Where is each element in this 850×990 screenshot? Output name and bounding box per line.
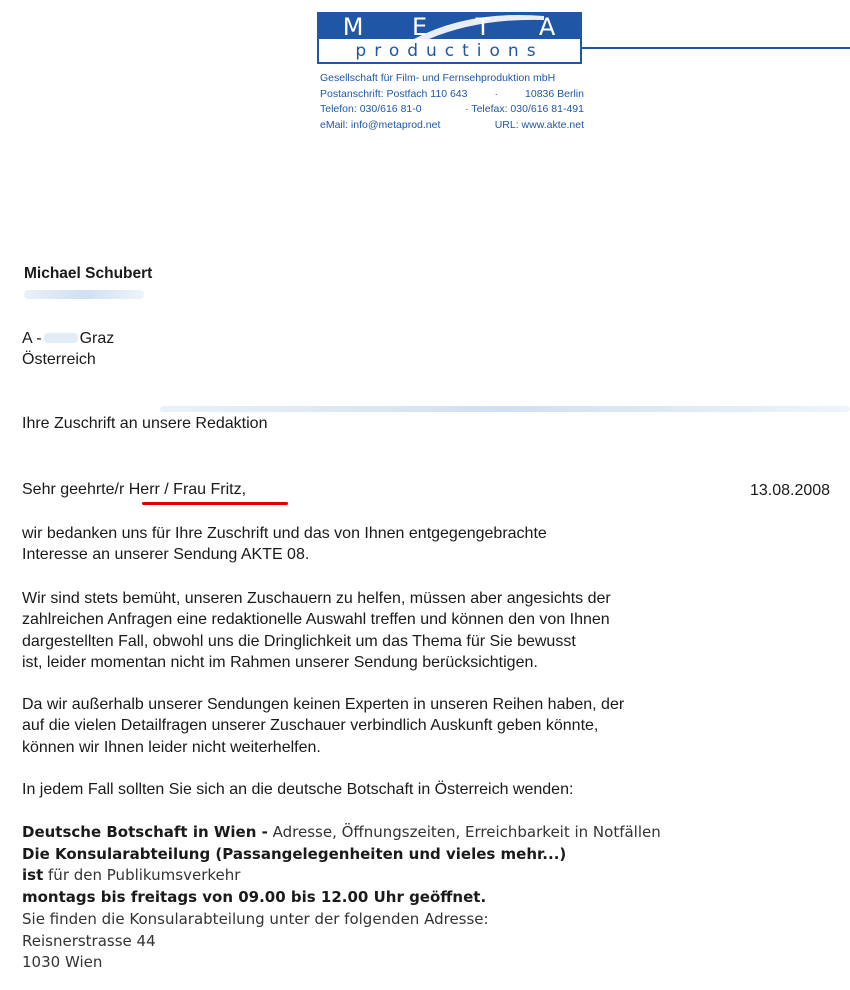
recipient-country: Österreich	[22, 351, 96, 368]
paragraph-line: In jedem Fall sollten Sie sich an die deutsche Botschaft in Österreich wenden:	[22, 781, 574, 798]
paragraph-line: Interesse an unserer Sendung AKTE 08.	[22, 546, 310, 564]
paragraph-line: zahlreichen Anfragen eine redaktionelle Auswahl treffen und können den von Ihnen	[22, 611, 610, 629]
embassy-title-row	[22, 822, 661, 844]
logo-letter: E	[411, 12, 429, 41]
embassy-city: 1030 Wien	[22, 953, 103, 972]
embassy-street: Reisnerstrasse 44	[22, 931, 156, 950]
red-underline-mark	[142, 502, 288, 505]
postal-city: 10836 Berlin	[525, 87, 584, 100]
salutation-name: Herr / Frau Fritz,	[128, 481, 247, 498]
postal-row	[320, 87, 584, 103]
paragraph-line: wir bedanken uns für Ihre Zuschrift und das von Ihnen entgegengebrachte	[22, 525, 547, 542]
scan-artifact	[160, 406, 850, 412]
salutation-prefix: Sehr geehrte/r	[22, 481, 125, 498]
logo-letter: T	[475, 12, 492, 41]
paragraph-line: ist, leider momentan nicht im Rahmen unserer Sendung berücksichtigen.	[22, 653, 538, 671]
phone-row	[320, 102, 584, 118]
paragraph-line: Da wir außerhalb unserer Sendungen keinen Experten in unseren Reihen haben, der	[22, 696, 625, 713]
company-info	[320, 71, 584, 133]
company-name-row	[320, 71, 584, 87]
recipient-country-code: A -	[22, 330, 42, 347]
recipient-city-line	[22, 330, 114, 348]
logo-letter: M	[342, 12, 365, 41]
letter-date: 13.08.2008	[750, 482, 831, 499]
paragraph-line: auf die vielen Detailfragen unserer Zuschauer verbindlich Auskunft geben könnte,	[22, 717, 599, 735]
url: URL: www.akte.net	[494, 118, 584, 131]
public-hours-intro: für den Publikumsverkehr	[48, 866, 241, 885]
address-intro: Sie finden die Konsularabteilung unter der folgenden Adresse:	[22, 909, 489, 928]
email: eMail: info@metaprod.net	[320, 118, 441, 131]
letterhead-rule	[582, 47, 850, 49]
logo-productions: productions	[355, 41, 544, 61]
paragraph-line: können wir Ihnen leider nicht weiterhelfen.	[22, 738, 321, 756]
ist-word: ist	[22, 866, 44, 885]
paragraph-thanks	[22, 523, 547, 566]
recipient-city: Graz	[79, 330, 115, 347]
public-hours-intro-row	[22, 865, 661, 887]
paragraph-line: dargestellten Fall, obwohl uns die Dringlichkeit um das Thema für Sie bewusst	[22, 632, 576, 650]
meta-logo	[317, 12, 582, 64]
paragraph-line: Wir sind stets bemüht, unseren Zuschauern zu helfen, müssen aber angesichts der	[22, 590, 611, 607]
redacted-street	[24, 290, 144, 299]
postal-address: Postanschrift: Postfach 110 643	[320, 87, 468, 100]
subject-line: Ihre Zuschrift an unsere Redaktion	[22, 415, 268, 432]
company-name: Gesellschaft für Film- und Fernsehproduktion mbH	[320, 72, 556, 84]
opening-hours: montags bis freitags von 09.00 bis 12.00 Uhr geöffnet.	[22, 888, 487, 907]
phone: Telefon: 030/616 81-0	[320, 103, 422, 116]
fax: · Telefax: 030/616 81-491	[465, 103, 584, 116]
embassy-title-rest: Adresse, Öffnungszeiten, Erreichbarkeit in Notfällen	[272, 823, 661, 841]
logo-meta-letters	[319, 14, 580, 39]
postal-separator: ·	[494, 87, 498, 100]
paragraph-selection	[22, 588, 611, 673]
web-row	[320, 118, 584, 134]
redacted-postcode	[44, 333, 78, 343]
embassy-title: Deutsche Botschaft in Wien -	[22, 823, 268, 841]
consular-department: Die Konsularabteilung (Passangelegenheiten und vieles mehr...)	[22, 844, 567, 863]
logo-letter: A	[538, 12, 557, 41]
salutation	[22, 481, 246, 499]
recipient-name: Michael Schubert	[24, 265, 153, 282]
paragraph-embassy-referral	[22, 779, 573, 800]
paragraph-experts	[22, 694, 624, 758]
embassy-info	[22, 822, 661, 974]
